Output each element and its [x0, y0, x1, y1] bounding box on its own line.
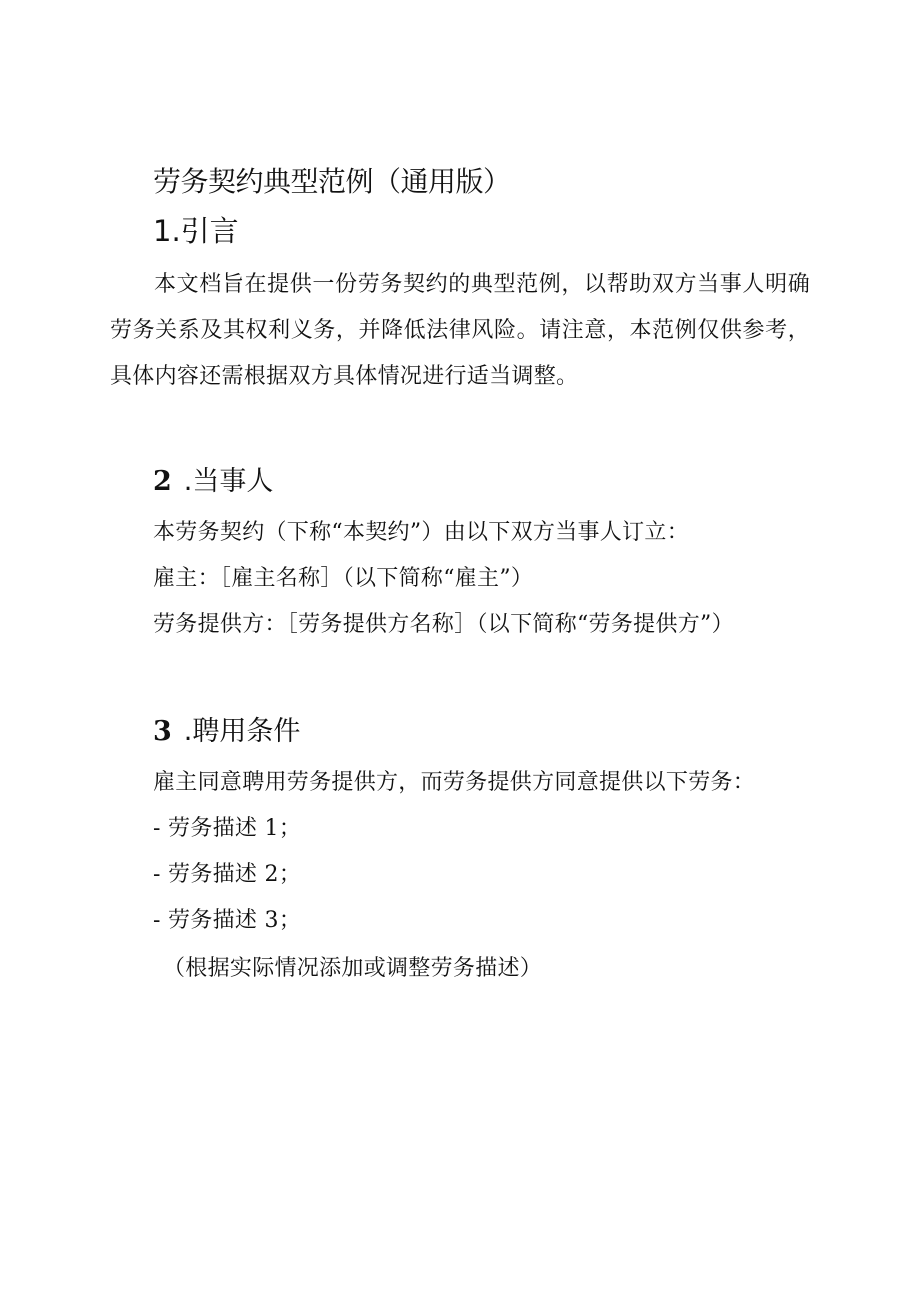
- provider-line: 劳务提供方：［劳务提供方名称］（以下简称“劳务提供方”）: [153, 612, 734, 637]
- section-3-number: 3: [153, 716, 172, 747]
- list-item: - 劳务描述 2；: [153, 862, 302, 887]
- section-3-intro: 雇主同意聘用劳务提供方，而劳务提供方同意提供以下劳务：: [153, 770, 756, 795]
- section-1-heading: 1.引言: [153, 214, 239, 248]
- section-2-number: 2: [153, 466, 172, 497]
- section-2-heading: [153, 462, 273, 502]
- section-3-note: （根据实际情况添加或调整劳务描述）: [163, 956, 543, 981]
- list-item: - 劳务描述 1；: [153, 816, 302, 841]
- section-2-intro: 本劳务契约（下称“本契约”）由以下双方当事人订立：: [153, 520, 689, 545]
- list-item: - 劳务描述 3；: [153, 908, 302, 933]
- document-title: 劳务契约典型范例（通用版）: [153, 165, 511, 198]
- section-2-heading-text: .当事人: [183, 466, 274, 497]
- section-1-paragraph: 本文档旨在提供一份劳务契约的典型范例，以帮助双方当事人明确劳务关系及其权利义务，并降低法律风险。请注意，本范例仅供参考，具体内容还需根据双方具体情况进行适当调整。: [110, 272, 810, 389]
- section-3-heading: [153, 712, 300, 752]
- section-3-heading-text: .聘用条件: [183, 716, 301, 747]
- employer-line: 雇主：［雇主名称］（以下简称“雇主”）: [153, 566, 534, 591]
